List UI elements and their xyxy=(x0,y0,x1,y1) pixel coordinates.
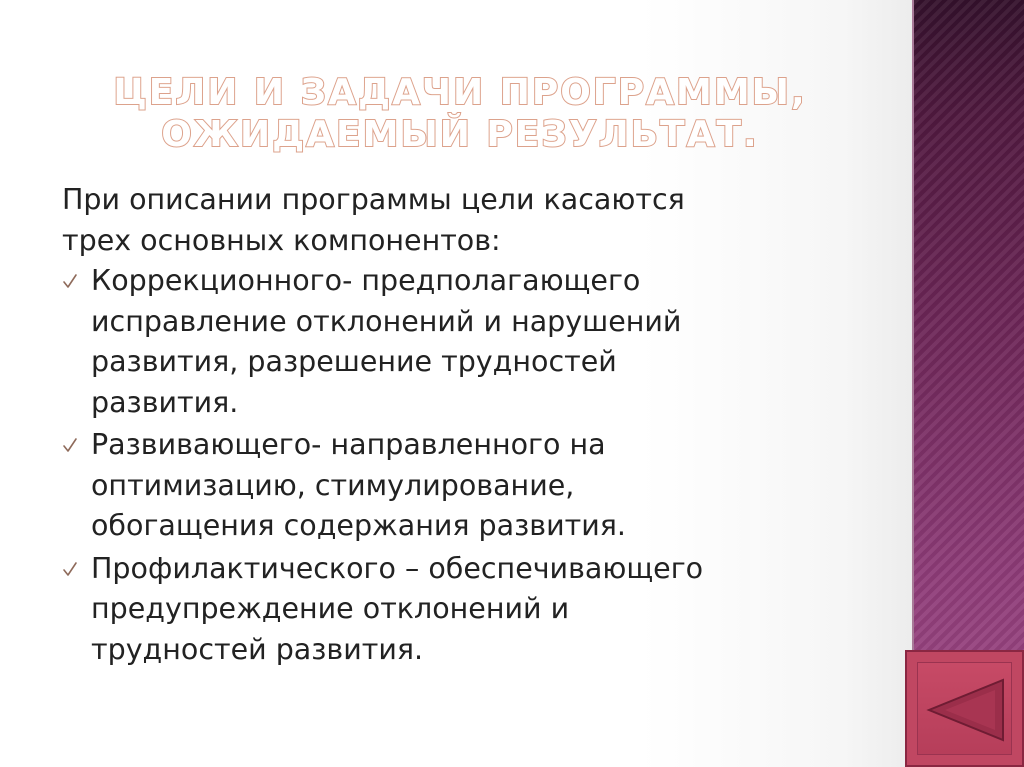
bullet-line: развития, разрешение трудностей xyxy=(91,345,617,378)
slide-body xyxy=(62,180,802,670)
intro-line-2: трех основных компонентов: xyxy=(62,223,501,257)
bullet-item-correctional xyxy=(62,261,802,423)
bullet-line: предупреждение отклонений и xyxy=(91,592,570,625)
check-icon xyxy=(62,559,78,579)
bullet-list xyxy=(62,261,802,670)
back-arrow-icon xyxy=(921,674,1011,746)
intro-line-1: При описании программы цели касаются xyxy=(62,183,685,216)
check-icon xyxy=(62,271,78,291)
bullet-item-developmental xyxy=(62,425,802,547)
check-icon xyxy=(62,435,78,455)
slide-title-line-2: ОЖИДАЕМЫЙ РЕЗУЛЬТАТ. xyxy=(161,114,759,155)
slide-title-line-1: ЦЕЛИ И ЗАДАЧИ ПРОГРАММЫ, xyxy=(113,72,807,113)
bullet-line: обогащения содержания развития. xyxy=(91,509,626,542)
slide-title xyxy=(100,72,820,156)
bullet-line: трудностей развития. xyxy=(91,632,424,666)
bullet-line: исправление отклонений и нарушений xyxy=(91,304,682,338)
previous-slide-button[interactable] xyxy=(905,650,1024,767)
bullet-line: развития. xyxy=(91,385,239,419)
bullet-line: Профилактического – обеспечивающего xyxy=(91,551,704,585)
bullet-item-preventive xyxy=(62,549,802,671)
bullet-line: Коррекционного- предполагающего xyxy=(91,264,641,297)
bullet-line: Развивающего- направленного на xyxy=(91,428,606,461)
bullet-line: оптимизацию, стимулирование, xyxy=(91,468,575,502)
